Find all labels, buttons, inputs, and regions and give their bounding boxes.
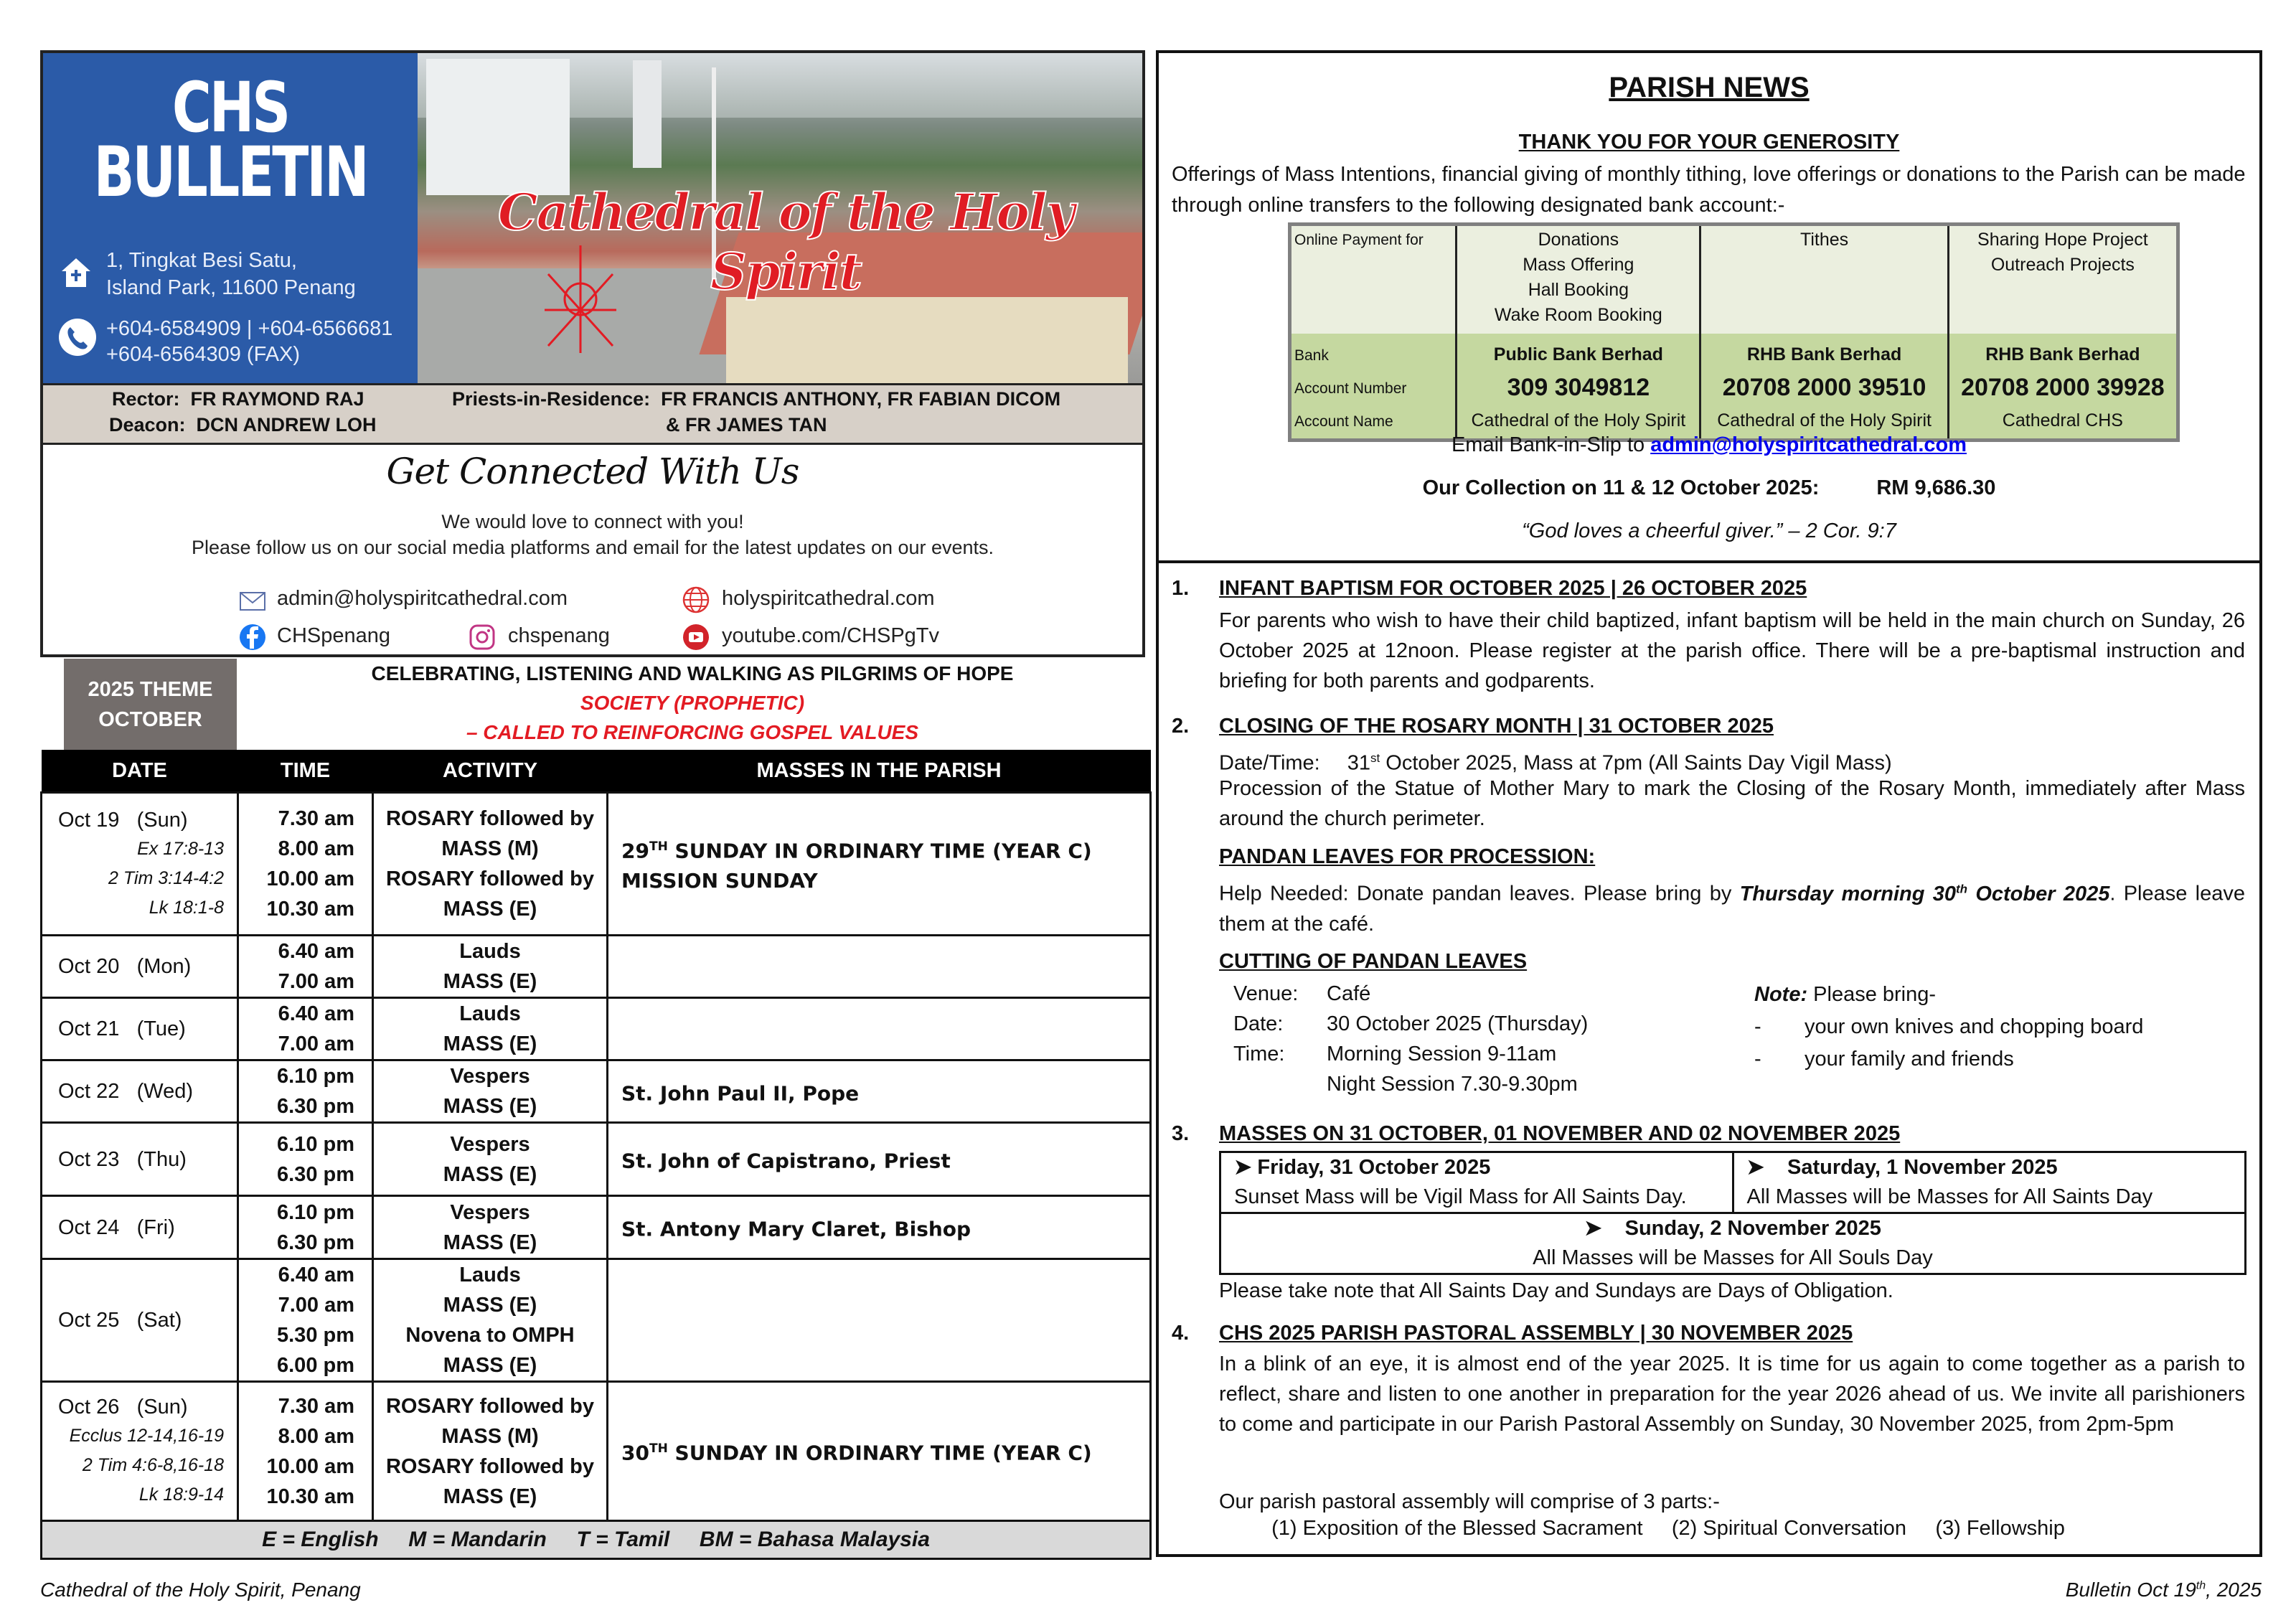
connect-line1: We would love to connect with you! — [441, 511, 744, 532]
masses-row-1 — [1220, 1152, 2246, 1213]
item-heading-assembly: CHS 2025 PARISH PASTORAL ASSEMBLY | 30 NOVEMBER 2025 — [1219, 1322, 1853, 1345]
schedule-reading: 2 Tim 3:14-4:2 — [108, 867, 224, 888]
schedule-time: 6.10 pm — [277, 1065, 354, 1088]
schedule-date-cell — [42, 1382, 238, 1521]
payment-for-col3 — [1948, 225, 2178, 334]
schedule-activity-cell — [373, 1382, 608, 1521]
header-activity: ACTIVITY — [373, 750, 608, 793]
footer-right — [2066, 1579, 2262, 1601]
priests-names-line1: FR FRANCIS ANTHONY, FR FABIAN DICOM — [661, 388, 1061, 410]
note-item: your own knives and chopping board — [1805, 1015, 2144, 1038]
phone-numbers — [106, 316, 392, 367]
facebook-link[interactable]: CHSpenang — [277, 624, 390, 647]
schedule-time: 8.00 am — [278, 1424, 354, 1448]
schedule-time: 6.10 pm — [277, 1200, 354, 1224]
generosity-text: Offerings of Mass Intentions, financial giving of monthly tithing, love offerings or donations to the Parish can be made through online transfers to the following designated bank account:- — [1172, 163, 2246, 217]
youtube-link[interactable]: youtube.com/CHSPgTv — [722, 624, 940, 647]
instagram-icon — [468, 623, 497, 651]
theme-line1: CELEBRATING, LISTENING AND WALKING AS PILGRIMS OF HOPE — [371, 662, 1014, 685]
note-label: Note: — [1754, 983, 1808, 1006]
get-connected-heading: Get Connected With Us — [386, 451, 799, 492]
schedule-mass-cell — [608, 1060, 1151, 1123]
masses-row-2 — [1220, 1213, 2246, 1274]
note-text: Please bring- — [1807, 983, 1937, 1006]
schedule-date: Oct 19 (Sun) — [58, 808, 188, 832]
cutting-heading: CUTTING OF PANDAN LEAVES — [1219, 950, 1528, 973]
mass-title: St. Antony Mary Claret, Bishop — [621, 1217, 971, 1241]
globe-icon — [682, 585, 710, 614]
schedule-row — [42, 793, 1151, 936]
venue-label: Venue: — [1233, 982, 1299, 1005]
schedule-row — [42, 1196, 1151, 1259]
footer-right-b: , 2025 — [2206, 1579, 2262, 1601]
schedule-reading: Ex 17:8-13 — [137, 838, 224, 859]
friday-text: Sunset Mass will be Vigil Mass for All Saints Day. — [1234, 1185, 1687, 1208]
account-name: Cathedral of the Holy Spirit — [1471, 410, 1686, 431]
schedule-time-cell — [238, 998, 373, 1060]
generosity-heading: THANK YOU FOR YOUR GENEROSITY — [1518, 131, 1900, 154]
schedule-activity: Vespers — [450, 1065, 530, 1088]
bulletin-banner — [40, 50, 1145, 657]
schedule-time: 7.00 am — [278, 970, 354, 993]
header-date: DATE — [42, 750, 238, 793]
pandan-bold-b: October 2025 — [1967, 882, 2110, 905]
schedule-activity-cell — [373, 793, 608, 936]
schedule-date-cell — [42, 1123, 238, 1196]
schedule-row — [42, 1259, 1151, 1382]
item-number: 1. — [1172, 577, 1190, 600]
item-number: 3. — [1172, 1122, 1190, 1145]
schedule-row — [42, 936, 1151, 998]
phone-line2: +604-6564309 (FAX) — [106, 343, 301, 366]
payment-for-col2 — [1700, 225, 1948, 334]
schedule-activity-cell — [373, 936, 608, 998]
schedule-activity: MASS (E) — [443, 970, 537, 993]
label-online-payment-for: Online Payment for — [1290, 225, 1457, 334]
payment-item: Tithes — [1800, 230, 1849, 250]
time-night: Night Session 7.30-9.30pm — [1327, 1073, 1578, 1096]
schedule-activity-cell — [373, 1123, 608, 1196]
theme-text — [237, 659, 1148, 750]
pandan-heading: PANDAN LEAVES FOR PROCESSION: — [1219, 845, 1596, 868]
datetime-rest: October 2025, Mass at 7pm (All Saints Day Vigil Mass) — [1380, 751, 1892, 775]
schedule-time-cell — [238, 1060, 373, 1123]
schedule-reading: Lk 18:9-14 — [138, 1485, 224, 1505]
church-home-icon — [60, 257, 92, 288]
mass-title-sup: TH — [649, 1441, 668, 1457]
schedule-header-row — [42, 750, 1151, 793]
account-number: 20708 2000 39510 — [1722, 374, 1926, 401]
schedule-time: 6.00 pm — [277, 1354, 354, 1377]
schedule-activity: ROSARY followed by — [385, 807, 595, 830]
schedule-time-cell — [238, 1259, 373, 1382]
rector-label: Rector: — [112, 388, 180, 410]
schedule-time: 10.30 am — [266, 1485, 354, 1508]
date-label: Date: — [1233, 1012, 1284, 1035]
deacon — [109, 414, 377, 436]
bank-row-payment-for — [1290, 225, 2178, 334]
account-number: 20708 2000 39928 — [1961, 374, 2165, 401]
account-name: Cathedral of the Holy Spirit — [1717, 410, 1932, 431]
schedule-activity: MASS (E) — [443, 1294, 537, 1317]
schedule-date: Oct 22 (Wed) — [58, 1080, 194, 1103]
schedule-time: 6.30 pm — [277, 1095, 354, 1118]
schedule-mass-cell — [608, 1123, 1151, 1196]
schedule-time: 10.00 am — [266, 1454, 354, 1478]
pandan-text-b: . Please leave them at the café. — [1219, 882, 2245, 936]
schedule-activity: ROSARY followed by — [385, 867, 595, 890]
obligation-note: Please take note that All Saints Day and Sundays are Days of Obligation. — [1219, 1279, 1893, 1302]
schedule-activity: Vespers — [450, 1132, 530, 1156]
collection-label: Our Collection on 11 & 12 October 2025: — [1422, 476, 1820, 499]
priests-in-residence — [452, 388, 1060, 410]
venue-value: Café — [1327, 982, 1371, 1005]
mass-title: 30 — [621, 1441, 649, 1465]
label-account-number: Account Number — [1294, 380, 1407, 397]
website-link[interactable]: holyspiritcathedral.com — [722, 587, 935, 610]
datetime-label: Date/Time: — [1219, 751, 1320, 775]
payment-item: Donations — [1538, 230, 1619, 250]
item-text-baptism: For parents who wish to have their child baptized, infant baptism will be held in the main church on Sunday, 26 October 2025 at 12noon. Please register at the parish office. There will be a pre-baptismal instruction and briefing for both parents and godparents. — [1219, 609, 2245, 692]
schedule-activity: MASS (E) — [443, 1354, 537, 1377]
schedule-time: 6.30 pm — [277, 1231, 354, 1254]
schedule-mass-cell — [608, 793, 1151, 936]
schedule-date: Oct 26 (Sun) — [58, 1396, 188, 1419]
datetime-day: 31 — [1347, 751, 1371, 775]
schedule-activity-cell — [373, 1060, 608, 1123]
priests-names-line2: & FR JAMES TAN — [666, 414, 827, 436]
datetime-sup: st — [1370, 751, 1380, 765]
address — [106, 247, 356, 301]
schedule-activity: Lauds — [459, 1002, 521, 1025]
arrow-icon: ➤ — [1584, 1217, 1625, 1240]
bulletin-title-line2: BULLETIN — [93, 132, 367, 212]
saturday-cell — [1733, 1152, 2246, 1213]
account-number: 309 3049812 — [1507, 374, 1650, 401]
schedule-time: 6.40 am — [278, 940, 354, 963]
header-time: TIME — [238, 750, 373, 793]
saturday-title: Saturday, 1 November 2025 — [1787, 1156, 2058, 1179]
mass-title-line2: MISSION SUNDAY — [621, 869, 818, 893]
rector — [112, 388, 364, 410]
assembly-text: In a blink of an eye, it is almost end of the year 2025. It is time for us again to come together as a parish to reflect, share and listen to one another in preparation for the year 2026 ahead of us. We invite all parishioners to come and participate in our Parish Pastoral Assembly on Sunday, 30 November 2025, from 2pm-5pm — [1219, 1352, 2245, 1436]
mass-title-rest: SUNDAY IN ORDINARY TIME (YEAR C) — [667, 839, 1092, 863]
language-legend: E = English M = Mandarin T = Tamil BM = Bahasa Malaysia — [42, 1521, 1151, 1559]
schedule-time-cell — [238, 793, 373, 936]
rector-name: FR RAYMOND RAJ — [190, 388, 364, 410]
payment-for-col1 — [1457, 225, 1700, 334]
banner-blue-panel — [43, 53, 418, 383]
bank-name: RHB Bank Berhad — [1746, 344, 1902, 364]
schedule-date: Oct 23 (Thu) — [58, 1147, 187, 1171]
schedule-mass-cell — [608, 1196, 1151, 1259]
schedule-date: Oct 21 (Tue) — [58, 1017, 186, 1040]
scripture-quote: “God loves a cheerful giver.” – 2 Cor. 9:7 — [1522, 519, 1896, 542]
time-morning: Morning Session 9-11am — [1327, 1043, 1557, 1065]
phone-line1: +604-6584909 | +604-6566681 — [106, 317, 393, 340]
email-icon — [238, 585, 267, 614]
schedule-time: 6.40 am — [278, 1264, 354, 1286]
schedule-time-cell — [238, 1123, 373, 1196]
schedule-activity-cell — [373, 998, 608, 1060]
item-heading-baptism: INFANT BAPTISM FOR OCTOBER 2025 | 26 OCTOBER 2025 — [1219, 577, 1807, 600]
account-name: Cathedral CHS — [2002, 410, 2123, 431]
phone-icon — [59, 319, 96, 356]
priests-label: Priests-in-Residence: — [452, 388, 651, 410]
assembly-parts: (1) Exposition of the Blessed Sacrament (2) Spiritual Conversation (3) Fellowship — [1271, 1517, 2065, 1540]
schedule-activity: ROSARY followed by — [385, 1454, 595, 1478]
pandan-text — [1219, 874, 2245, 939]
schedule-activity: MASS (E) — [443, 898, 537, 921]
schedule-date-cell — [42, 998, 238, 1060]
bank-col1 — [1457, 334, 1700, 441]
schedule-time-cell — [238, 936, 373, 998]
schedule-mass-cell — [608, 1382, 1151, 1521]
theme-box-line2: OCTOBER — [98, 707, 202, 731]
bank-name: Public Bank Berhad — [1493, 344, 1663, 364]
schedule-time: 7.00 am — [278, 1032, 354, 1055]
sunday-title: Sunday, 2 November 2025 — [1624, 1217, 1881, 1240]
schedule-reading: 2 Tim 4:6-8,16-18 — [82, 1455, 224, 1475]
collection — [1159, 476, 2259, 500]
schedule-row — [42, 998, 1151, 1060]
schedule-activity: MASS (M) — [441, 1424, 539, 1448]
cutting-note: Note: Please bring- - your own knives and chopping board - your family and friends — [1754, 983, 2144, 1071]
friday-title: Friday, 31 October 2025 — [1257, 1156, 1491, 1179]
mass-title: 29 — [621, 839, 649, 863]
parish-news-panel — [1156, 50, 2262, 1557]
header-masses: MASSES IN THE PARISH — [608, 750, 1151, 793]
schedule-activity: MASS (E) — [443, 1095, 537, 1118]
schedule-time: 10.30 am — [266, 898, 354, 921]
theme-label-box — [64, 659, 237, 750]
assembly-parts-intro: Our parish pastoral assembly will comprise of 3 parts:- — [1219, 1490, 1720, 1513]
email-bank-slip-link[interactable]: admin@holyspiritcathedral.com — [1650, 433, 1967, 456]
date-value: 30 October 2025 (Thursday) — [1327, 1012, 1589, 1035]
address-line1: 1, Tingkat Besi Satu, — [106, 249, 297, 272]
item-number: 4. — [1172, 1322, 1190, 1345]
footer-right-a: Bulletin Oct 19 — [2065, 1579, 2196, 1601]
schedule-time: 7.00 am — [278, 1294, 354, 1317]
schedule-activity: ROSARY followed by — [385, 1394, 595, 1418]
mass-title: St. John of Capistrano, Priest — [621, 1149, 951, 1173]
bank-col2 — [1700, 334, 1948, 441]
schedule-activity: MASS (E) — [443, 1162, 537, 1186]
get-connected-section — [43, 445, 1142, 654]
footer-right-sup: th — [2196, 1579, 2206, 1592]
youtube-icon — [682, 623, 710, 651]
theme-box-line1: 2025 THEME — [88, 677, 213, 701]
payment-item: Mass Offering — [1523, 255, 1634, 275]
schedule-time-cell — [238, 1196, 373, 1259]
bank-account-table — [1288, 222, 2180, 442]
deacon-label: Deacon: — [109, 414, 186, 436]
bank-labels — [1290, 334, 1457, 441]
schedule-row — [42, 1123, 1151, 1196]
schedule-activity: MASS (E) — [443, 1032, 537, 1055]
schedule-time: 7.30 am — [278, 807, 354, 830]
schedule-date: Oct 20 (Mon) — [58, 955, 192, 978]
schedule-activity: Novena to OMPH — [405, 1324, 575, 1347]
bank-name: RHB Bank Berhad — [1985, 344, 2140, 364]
theme-line3: – CALLED TO REINFORCING GOSPEL VALUES — [466, 721, 919, 743]
payment-item: Sharing Hope Project — [1977, 230, 2148, 250]
item-heading-rosary: CLOSING OF THE ROSARY MONTH | 31 OCTOBER 2025 — [1219, 715, 1774, 738]
schedule-activity: MASS (E) — [443, 1485, 537, 1508]
schedule-time-cell — [238, 1382, 373, 1521]
schedule-activity-cell — [373, 1196, 608, 1259]
schedule-reading: Ecclus 12-14,16-19 — [69, 1426, 224, 1446]
schedule-activity: MASS (M) — [441, 837, 539, 860]
payment-item: Wake Room Booking — [1494, 305, 1662, 325]
schedule-mass-cell — [608, 936, 1151, 998]
time-label: Time: — [1233, 1043, 1285, 1065]
schedule-reading: Lk 18:1-8 — [149, 897, 224, 918]
saturday-text: All Masses will be Masses for All Saints Day — [1746, 1185, 2153, 1208]
masses-box-table — [1219, 1151, 2246, 1275]
item-heading-masses: MASSES ON 31 OCTOBER, 01 NOVEMBER AND 02 NOVEMBER 2025 — [1219, 1122, 1901, 1145]
label-account-name: Account Name — [1294, 413, 1393, 430]
schedule-time: 6.40 am — [278, 1002, 354, 1025]
arrow-icon: ➤ — [1746, 1156, 1788, 1179]
arrow-icon: ➤ — [1234, 1156, 1258, 1179]
schedule-activity: Lauds — [459, 940, 521, 963]
schedule-time: 10.00 am — [266, 867, 354, 890]
schedule-mass-cell — [608, 1259, 1151, 1382]
holy-spirit-dove-icon — [541, 245, 620, 353]
schedule-date-cell — [42, 1196, 238, 1259]
connect-line2: Please follow us on our social media platforms and email for the latest updates on our events. — [191, 537, 994, 558]
bank-col3 — [1948, 334, 2178, 441]
schedule-date-cell — [42, 1060, 238, 1123]
address-line2: Island Park, 11600 Penang — [106, 276, 356, 299]
theme-line2: SOCIETY (PROPHETIC) — [580, 692, 805, 714]
cathedral-name-logo: Cathedral of the Holy Spirit — [497, 182, 1074, 301]
note-item: your family and friends — [1805, 1048, 2014, 1071]
payment-item: Outreach Projects — [1990, 255, 2135, 275]
bank-row-details — [1290, 334, 2178, 441]
mass-title-sup: TH — [649, 839, 668, 854]
instagram-link[interactable]: chspenang — [508, 624, 610, 647]
item-number: 2. — [1172, 715, 1190, 738]
email-link[interactable]: admin@holyspiritcathedral.com — [277, 587, 568, 610]
schedule-time: 6.10 pm — [277, 1132, 354, 1156]
sunday-text: All Masses will be Masses for All Souls Day — [1533, 1246, 1933, 1269]
mass-schedule-table — [40, 750, 1152, 1560]
email-bank-slip-label: Email Bank-in-Slip to — [1451, 433, 1651, 456]
schedule-row — [42, 1060, 1151, 1123]
schedule-activity-cell — [373, 1259, 608, 1382]
schedule-date-cell — [42, 936, 238, 998]
payment-item: Hall Booking — [1528, 280, 1629, 300]
collection-amount: RM 9,686.30 — [1876, 476, 1996, 499]
facebook-icon — [238, 623, 267, 651]
schedule-date-cell — [42, 793, 238, 936]
legend-row — [42, 1521, 1151, 1559]
schedule-date: Oct 25 (Sat) — [58, 1309, 182, 1332]
deacon-name: DCN ANDREW LOH — [196, 414, 377, 436]
pandan-text-a: Help Needed: Donate pandan leaves. Please bring by — [1219, 882, 1740, 905]
mass-title-rest: SUNDAY IN ORDINARY TIME (YEAR C) — [667, 1441, 1092, 1465]
schedule-activity: Lauds — [459, 1264, 521, 1286]
schedule-row — [42, 1382, 1151, 1521]
schedule-time: 7.30 am — [278, 1394, 354, 1418]
email-bank-slip — [1159, 433, 2259, 457]
label-bank: Bank — [1294, 347, 1329, 364]
schedule-activity: Vespers — [450, 1200, 530, 1224]
parish-news-title: PARISH NEWS — [1609, 72, 1810, 103]
section-divider — [1159, 560, 2259, 563]
schedule-time: 8.00 am — [278, 837, 354, 860]
bulletin-title-line1: CHS — [171, 67, 289, 148]
rosary-procession-text: Procession of the Statue of Mother Mary to mark the Closing of the Rosary Month, immediately after Mass around the church perimeter. — [1219, 777, 2245, 830]
mass-title: St. John Paul II, Pope — [621, 1081, 860, 1106]
pandan-bold-a: Thursday morning 30 — [1739, 882, 1956, 905]
schedule-mass-cell — [608, 998, 1151, 1060]
pandan-bold-sup: th — [1956, 882, 1968, 895]
clergy-band — [43, 383, 1142, 445]
sunday-cell — [1220, 1213, 2246, 1274]
schedule-date-cell — [42, 1259, 238, 1382]
schedule-date: Oct 24 (Fri) — [58, 1215, 175, 1239]
footer-left: Cathedral of the Holy Spirit, Penang — [40, 1579, 361, 1601]
cutting-details — [1233, 979, 1588, 1099]
schedule-time: 6.30 pm — [277, 1162, 354, 1186]
friday-cell — [1220, 1152, 1733, 1213]
schedule-activity: MASS (E) — [443, 1231, 537, 1254]
schedule-time: 5.30 pm — [277, 1324, 354, 1347]
